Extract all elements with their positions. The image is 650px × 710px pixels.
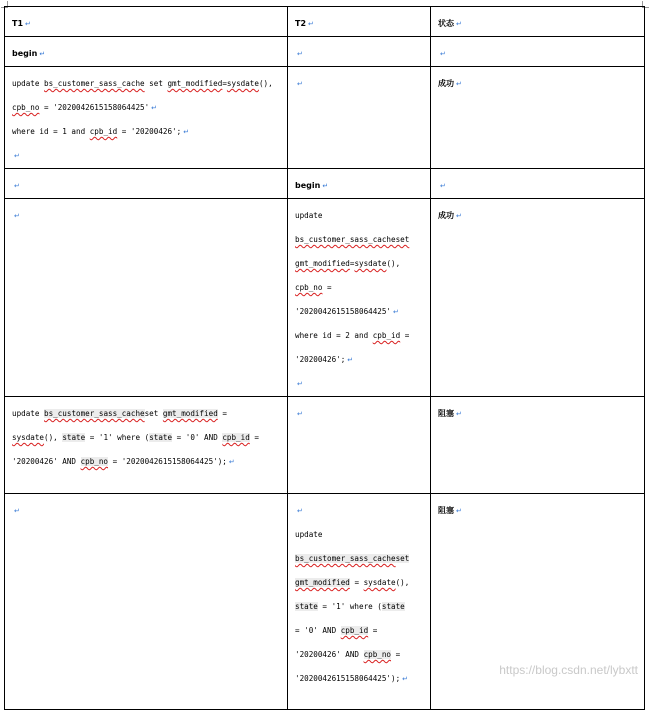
cell-state: 成功 ↵ [431, 199, 645, 397]
paragraph-mark: ↵ [322, 182, 329, 190]
paragraph-mark: ↵ [25, 20, 31, 28]
cell-t2 [288, 494, 431, 710]
code-line [295, 372, 424, 396]
paragraph-mark: ↵ [456, 20, 462, 28]
paragraph-mark: ↵ [347, 356, 354, 364]
paragraph-mark: ↵ [393, 308, 399, 316]
paragraph-mark: ↵ [39, 50, 46, 58]
cell-t2 [288, 199, 431, 397]
code-line: bs_customer_sass_cacheset [295, 554, 410, 563]
code-line: update bs_customer_sass_cacheset gmt_modified = [12, 409, 227, 418]
cell-t1 [5, 397, 288, 494]
cell-t2: begin ↵ [288, 169, 431, 199]
cell-state: 阻塞 ↵ [431, 494, 645, 710]
table-row [5, 67, 645, 169]
code-line: where id = 1 and cpb_id = '20200426'; ↵ [12, 127, 190, 136]
cell-state [431, 37, 645, 67]
paragraph-mark: ↵ [228, 458, 235, 466]
paragraph-mark: ↵ [456, 212, 462, 220]
watermark: https://blog.csdn.net/lybxtt [499, 663, 638, 677]
cell-t1 [5, 494, 288, 710]
code-line: sysdate(), state = '1' where (state = '0' AND cpb_id = [12, 433, 259, 442]
cell-t2 [288, 67, 431, 169]
code-line: = '0' AND cpb_id = [295, 626, 378, 635]
cell-state: 成功 ↵ [431, 67, 645, 169]
cell-state: 阻塞 ↵ [431, 397, 645, 494]
cell-t2 [288, 397, 431, 494]
paragraph-mark: ↵ [297, 380, 303, 388]
code-line: update [295, 211, 323, 220]
code-line: gmt_modified=sysdate(), [295, 259, 401, 268]
paragraph-mark: ↵ [14, 182, 20, 190]
code-line: '20200426' AND cpb_no = '2020042615158064425'); ↵ [12, 457, 235, 466]
code-line: '20200426'; ↵ [295, 355, 354, 364]
header-t1: T1 ↵ [5, 7, 288, 37]
code-line [12, 144, 281, 168]
paragraph-mark: ↵ [456, 507, 462, 515]
paragraph-mark: ↵ [183, 128, 190, 136]
paragraph-mark: ↵ [14, 152, 20, 160]
cell-state [431, 169, 645, 199]
code-line: '20200426' AND cpb_no = [295, 650, 401, 659]
code-line: state = '1' where (state [295, 602, 405, 611]
paragraph-mark: ↵ [440, 182, 446, 190]
code-line: '2020042615158064425'); ↵ [295, 674, 409, 683]
table-row [5, 199, 645, 397]
header-t2: T2 ↵ [288, 7, 431, 37]
paragraph-mark: ↵ [297, 80, 303, 88]
code-line: bs_customer_sass_cacheset [295, 235, 410, 244]
paragraph-mark: ↵ [402, 675, 409, 683]
paragraph-mark: ↵ [440, 50, 446, 58]
transaction-table [4, 6, 645, 710]
code-line: '2020042615158064425' ↵ [295, 307, 399, 316]
paragraph-mark: ↵ [151, 104, 158, 112]
paragraph-mark: ↵ [14, 212, 20, 220]
code-line: update [295, 530, 323, 539]
code-line [295, 499, 424, 523]
header-state: 状态 ↵ [431, 7, 645, 37]
paragraph-mark: ↵ [297, 507, 303, 515]
table-row [5, 37, 645, 67]
paragraph-mark: ↵ [456, 410, 462, 418]
code-line: update bs_customer_sass_cache set gmt_modified=sysdate(), [12, 79, 273, 88]
paragraph-mark: ↵ [308, 20, 314, 28]
cell-t1: begin ↵ [5, 37, 288, 67]
paragraph-mark: ↵ [456, 80, 462, 88]
header-row [5, 7, 645, 37]
cell-t1 [5, 67, 288, 169]
table-row [5, 169, 645, 199]
cell-t1 [5, 169, 288, 199]
code-line: cpb_no = '2020042615158064425' ↵ [12, 103, 158, 112]
paragraph-mark: ↵ [297, 410, 303, 418]
code-line: where id = 2 and cpb_id = [295, 331, 410, 340]
table-row [5, 494, 645, 710]
code-line: cpb_no = [295, 283, 332, 292]
paragraph-mark: ↵ [297, 50, 303, 58]
cell-t1 [5, 199, 288, 397]
code-line: gmt_modified = sysdate(), [295, 578, 410, 587]
cell-t2 [288, 37, 431, 67]
table-row [5, 397, 645, 494]
paragraph-mark: ↵ [14, 507, 20, 515]
